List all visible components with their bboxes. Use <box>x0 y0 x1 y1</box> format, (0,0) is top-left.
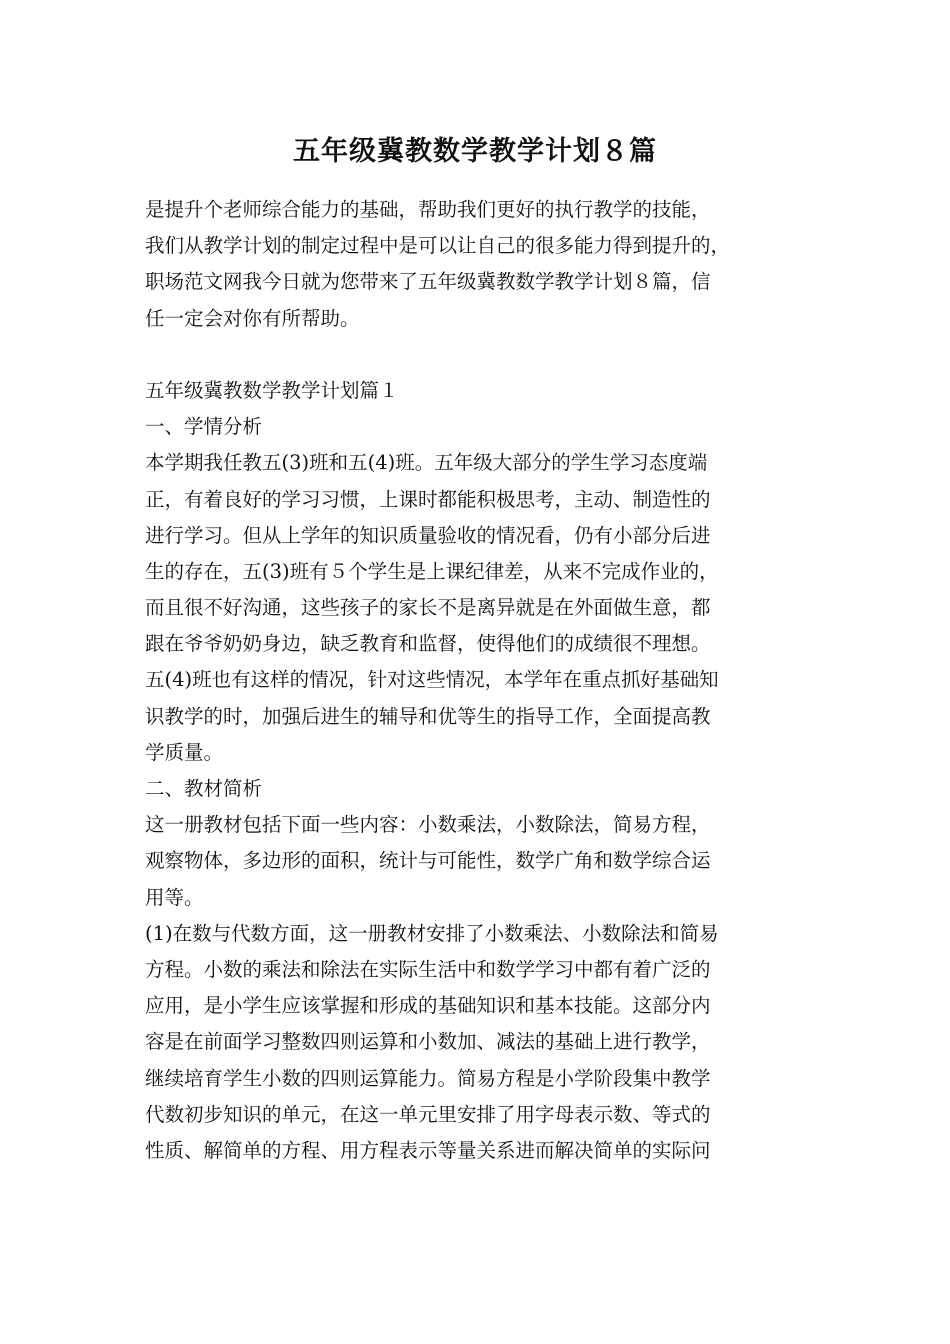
section-heading: 五年级冀教数学教学计划篇１ <box>145 378 399 402</box>
intro-line: 职场范文网我今日就为您带来了五年级冀教数学教学计划８篇，信 <box>145 270 711 294</box>
body-line: 生的存在，五(3)班有５个学生是上课纪律差，从来不完成作业的， <box>145 559 719 583</box>
subsection-heading: 二、教材简析 <box>145 777 263 800</box>
intro-line: 我们从教学计划的制定过程中是可以让自己的很多能力得到提升的， <box>145 234 731 258</box>
subsection-heading: 一、学情分析 <box>145 415 263 439</box>
body-line: 用等。 <box>145 885 204 909</box>
body-line: 本学期我任教五(3)班和五(4)班。五年级大部分的学生学习态度端 <box>145 451 708 475</box>
body-line: 五(4)班也有这样的情况，针对这些情况，本学年在重点抓好基础知 <box>145 668 719 692</box>
intro-line: 是提升个老师综合能力的基础，帮助我们更好的执行教学的技能， <box>145 198 711 221</box>
body-line: 跟在爷爷奶奶身边，缺乏教育和监督，使得他们的成绩很不理想。 <box>145 632 711 656</box>
body-line: 识教学的时，加强后进生的辅导和优等生的指导工作，全面提高教 <box>145 704 711 728</box>
body-line: 继续培育学生小数的四则运算能力。简易方程是小学阶段集中教学 <box>145 1066 711 1090</box>
body-line: 正，有着良好的学习习惯，上课时都能积极思考，主动、制造性的 <box>145 487 711 511</box>
body-line: 这一册教材包括下面一些内容：小数乘法，小数除法，简易方程， <box>145 813 711 837</box>
intro-line: 任一定会对你有所帮助。 <box>145 306 360 330</box>
body-line: 性质、解简单的方程、用方程表示等量关系进而解决简单的实际问 <box>145 1138 711 1162</box>
body-line: (1)在数与代数方面，这一册教材安排了小数乘法、小数除法和简易 <box>145 921 719 945</box>
body-line: 观察物体，多边形的面积，统计与可能性，数学广角和数学综合运 <box>145 849 711 873</box>
body-line: 学质量。 <box>145 740 224 764</box>
body-line: 应用，是小学生应该掌握和形成的基础知识和基本技能。这部分内 <box>145 994 711 1018</box>
paragraph-gap <box>145 337 810 373</box>
body-line: 方程。小数的乘法和除法在实际生活中和数学学习中都有着广泛的 <box>145 957 711 981</box>
document-title: 五年级冀教数学教学计划８篇 <box>293 136 657 167</box>
body-line: 容是在前面学习整数四则运算和小数加、减法的基础上进行教学， <box>145 1030 711 1054</box>
body-line: 代数初步知识的单元，在这一单元里安排了用字母表示数、等式的 <box>145 1102 711 1126</box>
body-line: 而且很不好沟通，这些孩子的家长不是离异就是在外面做生意，都 <box>145 596 711 620</box>
body-line: 进行学习。但从上学年的知识质量验收的情况看，仍有小部分后进 <box>145 523 711 547</box>
document-body <box>145 192 810 1169</box>
